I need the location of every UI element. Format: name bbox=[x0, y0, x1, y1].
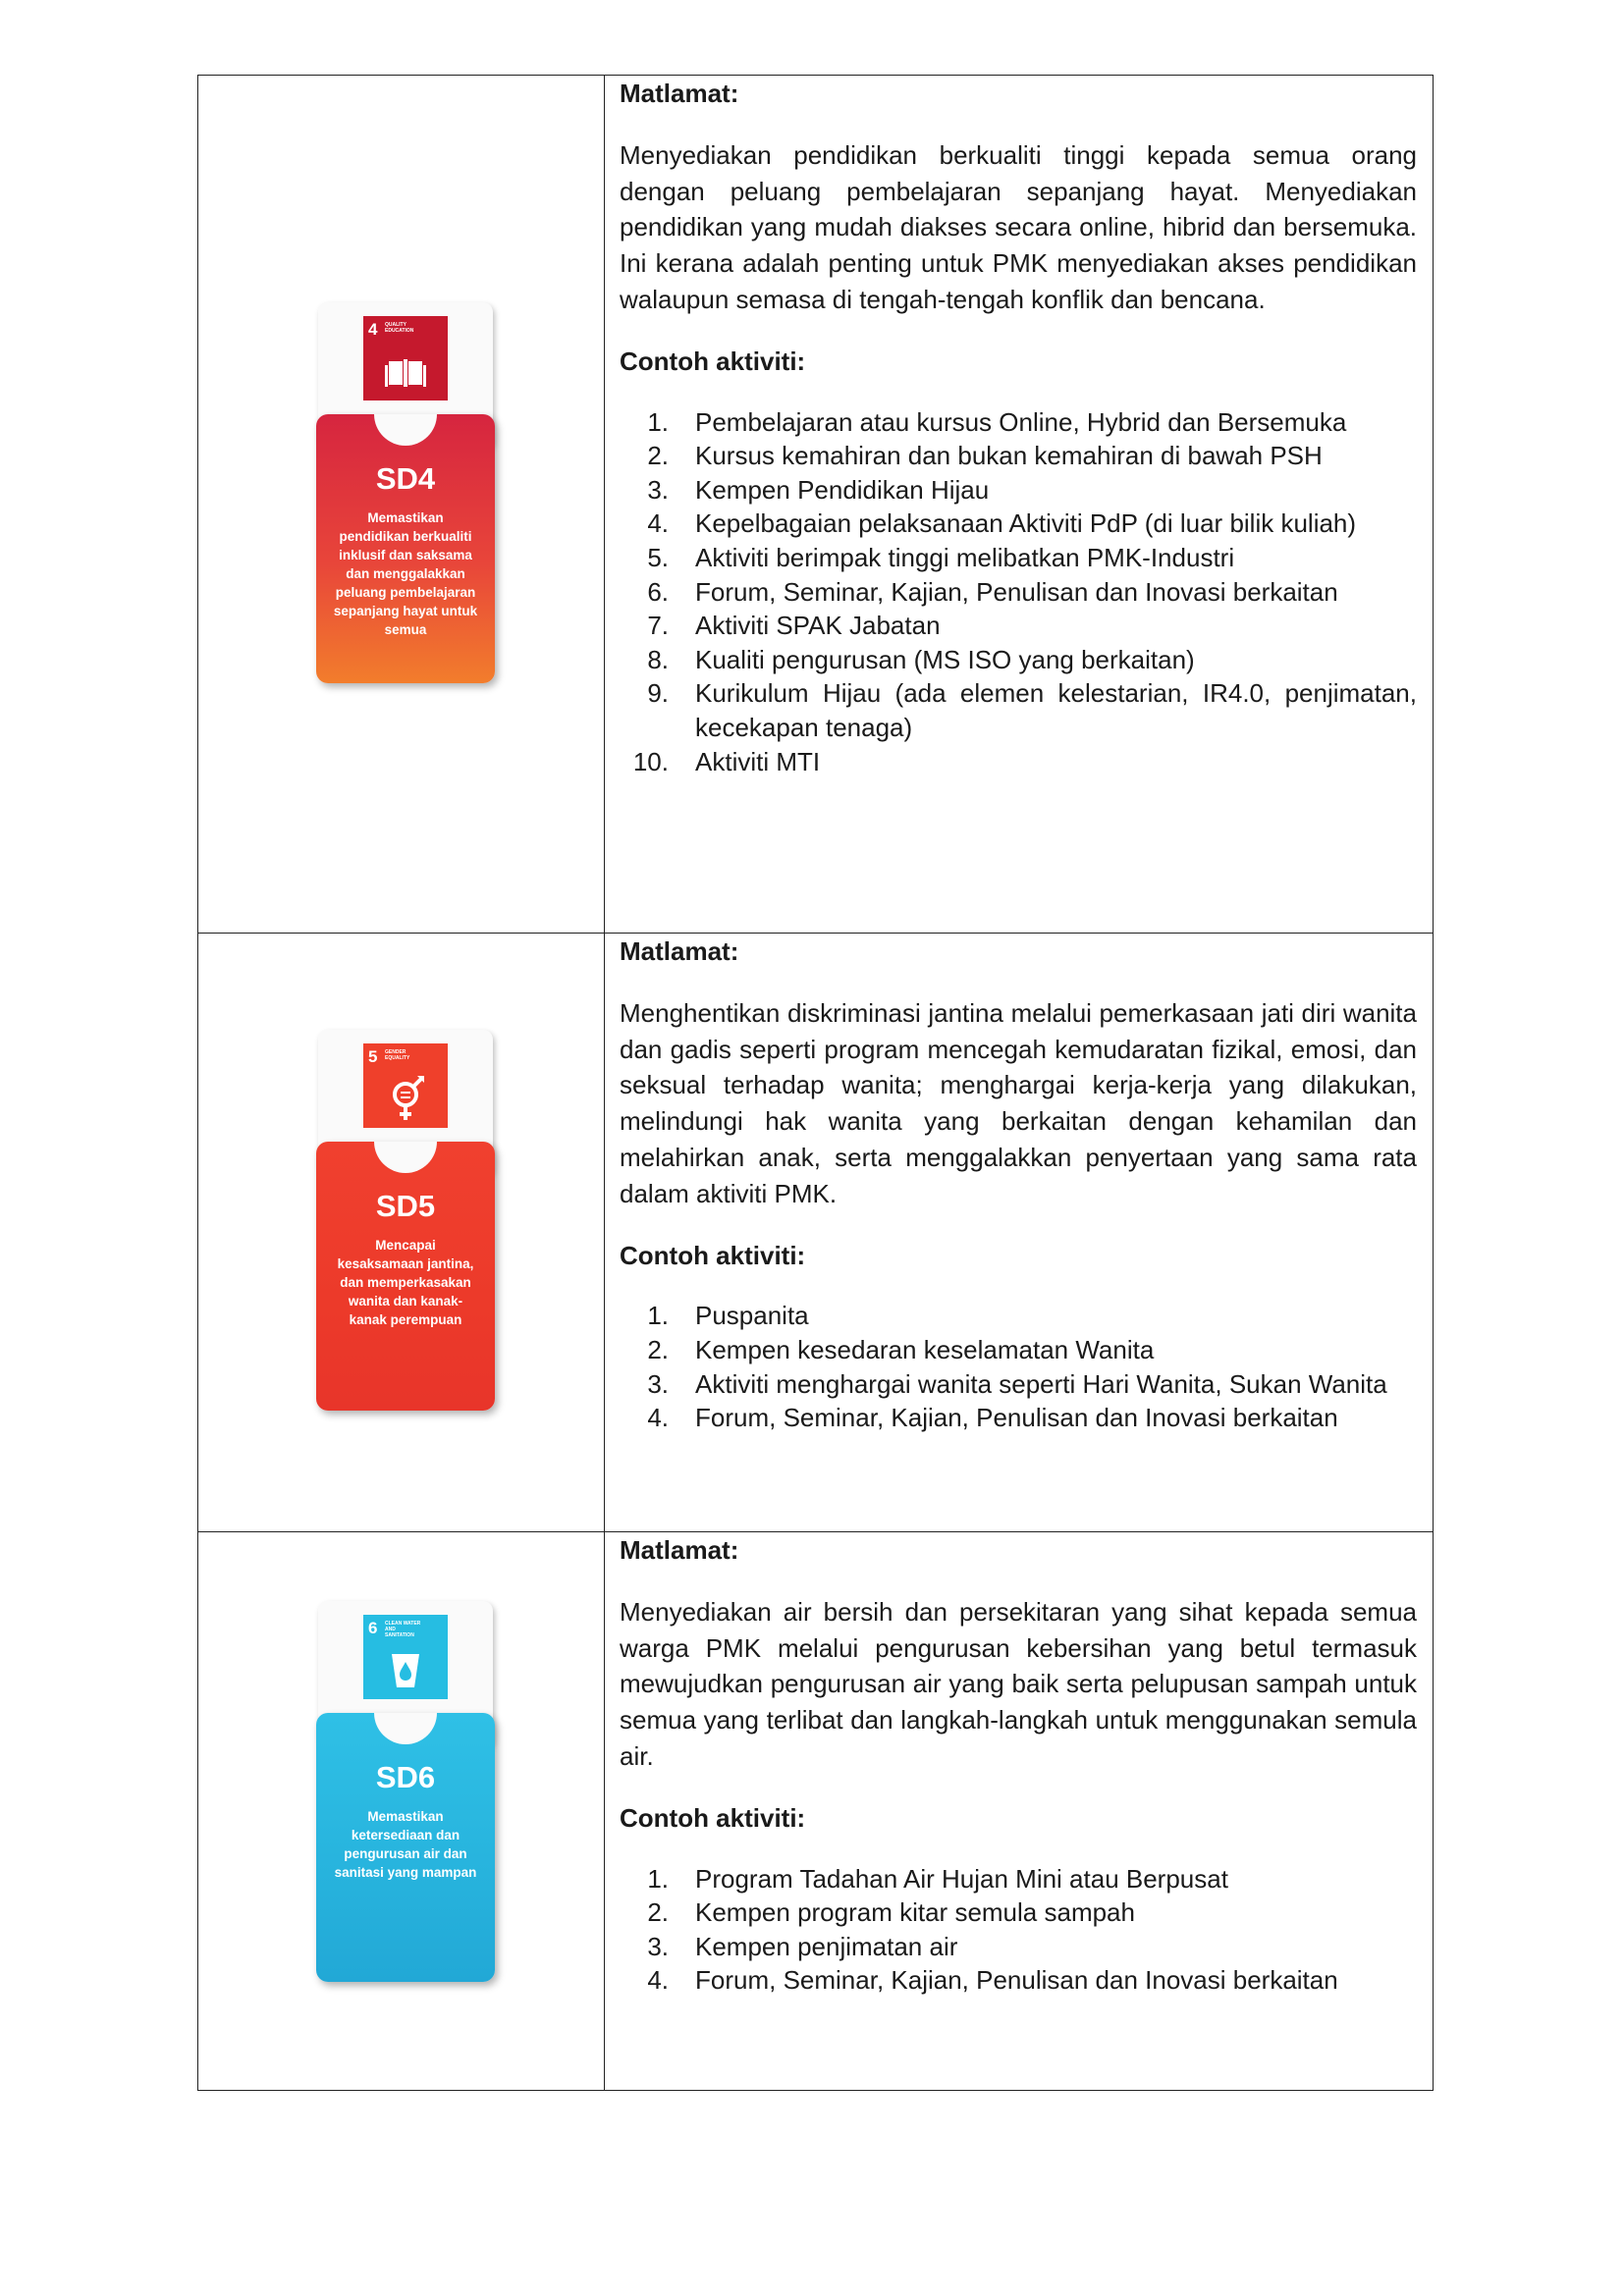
tile-label: QUALITY EDUCATION bbox=[385, 322, 414, 334]
list-item bbox=[620, 1299, 1417, 1333]
sdg-tile bbox=[363, 1615, 448, 1699]
list-item-number: 4. bbox=[647, 1965, 669, 1996]
card-description: Mencapai kesaksamaan jantina, dan memperkasakan wanita dan kanak-kanak perempuan bbox=[337, 1238, 474, 1327]
list-item-number: 1. bbox=[647, 1863, 669, 1894]
goal-heading: Matlamat: bbox=[620, 1535, 739, 1565]
list-item bbox=[620, 1896, 1417, 1930]
list-item bbox=[620, 1930, 1417, 1964]
card-description: Memastikan ketersediaan dan pengurusan air dan sanitasi yang mampan bbox=[334, 1809, 477, 1880]
gender-equality-icon bbox=[363, 1043, 448, 1128]
table-row bbox=[198, 76, 1434, 934]
list-item bbox=[620, 676, 1417, 744]
list-item bbox=[620, 1333, 1417, 1367]
list-item-text: Aktiviti SPAK Jabatan bbox=[695, 611, 941, 641]
list-item-text: Kualiti pengurusan (MS ISO yang berkaitan) bbox=[695, 644, 1195, 674]
table-row bbox=[198, 934, 1434, 1532]
list-item-number: 6. bbox=[647, 576, 669, 607]
sdg-card-cell bbox=[198, 76, 605, 934]
list-item-text: Forum, Seminar, Kajian, Penulisan dan Inovasi berkaitan bbox=[695, 1965, 1338, 1996]
activities-heading: Contoh aktiviti: bbox=[620, 346, 806, 376]
book-icon bbox=[363, 316, 448, 400]
water-drop-icon bbox=[363, 1615, 448, 1699]
list-item bbox=[620, 745, 1417, 779]
list-item-number: 8. bbox=[647, 644, 669, 674]
list-item-text: Kempen program kitar semula sampah bbox=[695, 1897, 1135, 1928]
goal-paragraph: Menyediakan pendidikan berkualiti tinggi kepada semua orang dengan peluang pembelajaran sepanjang hayat. Menyediakan pendidikan yang mudah diakses secara online, hibrid dan bersemuka. Ini kerana adalah penting untuk PMK menyediakan akses pendidikan walaupun semasa di tengah-tengah konflik dan bencana. bbox=[620, 139, 1417, 314]
tile-number: 4 bbox=[368, 320, 378, 339]
sdg-card-sd4 bbox=[316, 302, 503, 687]
sdg-card-sd6 bbox=[316, 1601, 503, 1986]
list-item bbox=[620, 575, 1417, 610]
list-item-number: 5. bbox=[647, 542, 669, 572]
list-item-number: 3. bbox=[647, 474, 669, 505]
list-item bbox=[620, 1862, 1417, 1896]
list-item-text: Forum, Seminar, Kajian, Penulisan dan Inovasi berkaitan bbox=[695, 576, 1338, 607]
list-item bbox=[620, 439, 1417, 473]
list-item-text: Pembelajaran atau kursus Online, Hybrid dan Bersemuka bbox=[695, 406, 1347, 437]
list-item-text: Kempen penjimatan air bbox=[695, 1931, 958, 1961]
sdg-card-cell bbox=[198, 934, 605, 1532]
list-item bbox=[620, 507, 1417, 541]
list-item bbox=[620, 541, 1417, 575]
list-item-number: 1. bbox=[647, 1301, 669, 1331]
list-item-number: 2. bbox=[647, 441, 669, 471]
tile-number: 6 bbox=[368, 1619, 378, 1637]
sdg-table bbox=[197, 75, 1434, 2091]
list-item-text: Aktiviti MTI bbox=[695, 746, 821, 776]
list-item-number: 3. bbox=[647, 1368, 669, 1399]
activities-heading: Contoh aktiviti: bbox=[620, 1802, 806, 1833]
list-item-number: 2. bbox=[647, 1897, 669, 1928]
goal-paragraph: Menyediakan air bersih dan persekitaran yang sihat kepada semua warga PMK melalui pengurusan kebersihan yang betul termasuk mewujudkan pengurusan air yang baik serta pelupusan sampah untuk semua yang terlibat dan langkah-langkah untuk menggunakan semula air. bbox=[620, 1596, 1417, 1771]
sdg-card-cell bbox=[198, 1532, 605, 2091]
list-item-text: Aktiviti berimpak tinggi melibatkan PMK-Industri bbox=[695, 542, 1235, 572]
goal-heading: Matlamat: bbox=[620, 79, 739, 108]
activities-list bbox=[620, 405, 1417, 779]
activities-heading: Contoh aktiviti: bbox=[620, 1240, 806, 1270]
list-item-number: 4. bbox=[647, 508, 669, 539]
goal-text-cell bbox=[605, 1532, 1434, 2091]
goal-heading: Matlamat: bbox=[620, 936, 739, 966]
tile-label: CLEAN WATER AND SANITATION bbox=[385, 1621, 421, 1638]
list-item-text: Kursus kemahiran dan bukan kemahiran di bawah PSH bbox=[695, 441, 1323, 471]
list-item-number: 3. bbox=[647, 1931, 669, 1961]
list-item-text: Aktiviti menghargai wanita seperti Hari Wanita, Sukan Wanita bbox=[695, 1368, 1387, 1399]
tile-number: 5 bbox=[368, 1047, 378, 1066]
list-item-text: Forum, Seminar, Kajian, Penulisan dan Inovasi berkaitan bbox=[695, 1403, 1338, 1433]
list-item bbox=[620, 609, 1417, 643]
list-item bbox=[620, 1963, 1417, 1998]
list-item-number: 7. bbox=[647, 611, 669, 641]
list-item-text: Kempen Pendidikan Hijau bbox=[695, 474, 990, 505]
list-item-number: 10. bbox=[632, 746, 669, 776]
activities-list bbox=[620, 1862, 1417, 1998]
sdg-tile bbox=[363, 1043, 448, 1128]
list-item bbox=[620, 1401, 1417, 1435]
card-description: Memastikan pendidikan berkualiti inklusif dan saksama dan menggalakkan peluang pembelajaran sepanjang hayat untuk semua bbox=[333, 510, 478, 637]
tile-label: GENDER EQUALITY bbox=[385, 1049, 410, 1061]
list-item-number: 1. bbox=[647, 406, 669, 437]
sdg-card-sd5 bbox=[316, 1030, 503, 1415]
list-item bbox=[620, 643, 1417, 677]
list-item-text: Kempen kesedaran keselamatan Wanita bbox=[695, 1334, 1155, 1364]
card-title: SD5 bbox=[375, 1189, 436, 1223]
card-title: SD4 bbox=[375, 461, 436, 496]
sdg-tile bbox=[363, 316, 448, 400]
list-item-text: Kurikulum Hijau (ada elemen kelestarian, IR4.0, penjimatan, kecekapan tenaga) bbox=[695, 678, 1417, 742]
list-item-number: 9. bbox=[647, 678, 669, 709]
list-item bbox=[620, 1367, 1417, 1402]
list-item-text: Program Tadahan Air Hujan Mini atau Berpusat bbox=[695, 1863, 1228, 1894]
list-item bbox=[620, 473, 1417, 507]
goal-paragraph: Menghentikan diskriminasi jantina melalui pemerkasaan jati diri wanita dan gadis seperti program mencegah kemudaratan fizikal, emosi, dan seksual terhadap wanita; menghargai kerja-kerja yang dilakukan, melindungi hak wanita yang berkaitan dengan kehamilan dan melahirkan anak, serta menggalakkan penyertaan yang sama rata dalam aktiviti PMK. bbox=[620, 997, 1417, 1208]
goal-text-cell bbox=[605, 76, 1434, 934]
table-row bbox=[198, 1532, 1434, 2091]
card-title: SD6 bbox=[375, 1760, 436, 1794]
list-item-text: Kepelbagaian pelaksanaan Aktiviti PdP (di luar bilik kuliah) bbox=[695, 508, 1357, 539]
list-item bbox=[620, 405, 1417, 440]
goal-text-cell bbox=[605, 934, 1434, 1532]
list-item-number: 4. bbox=[647, 1403, 669, 1433]
activities-list bbox=[620, 1299, 1417, 1434]
list-item-number: 2. bbox=[647, 1334, 669, 1364]
list-item-text: Puspanita bbox=[695, 1301, 809, 1331]
